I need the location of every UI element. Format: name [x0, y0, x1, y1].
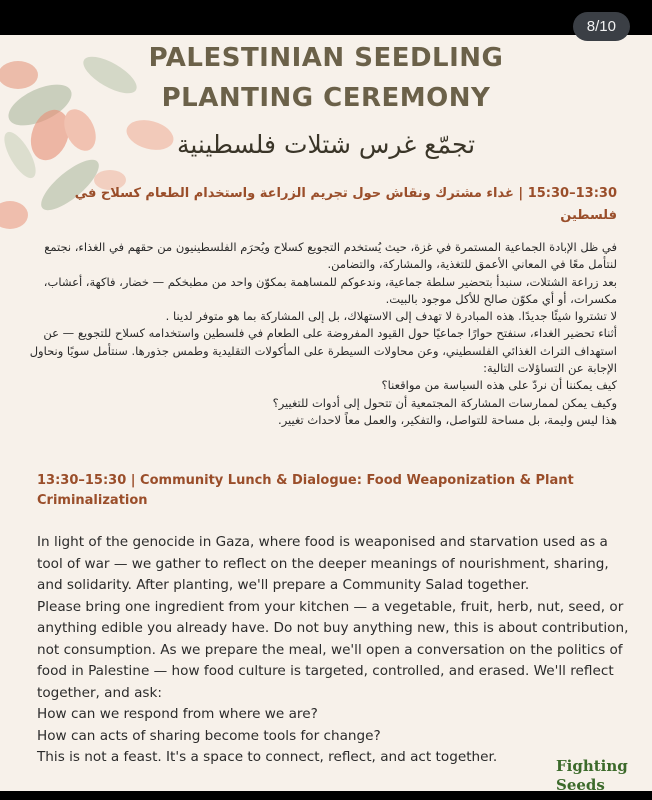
viewer-bottom-bar	[0, 791, 652, 800]
arabic-paragraph: لا تشتروا شيئًا جديدًا. هذه المبادرة لا تهدف إلى الاستهلاك، بل إلى المشاركة بما هو متوفر لدينا .	[165, 309, 617, 324]
english-paragraph: Please bring one ingredient from your kitchen — a vegetable, fruit, herb, nut, seed, or anything edible you already have. Do not buy anything new, this is about contribution, not consumption. As we prepare the meal, we'll open a conversation on the politics of food in Palestine — how food culture is targeted, controlled, and erased. We'll reflect together, and ask:	[37, 598, 629, 701]
logo-line2: Seeds	[556, 776, 605, 791]
poster-title-arabic: تجمّع غرس شتلات فلسطينية	[176, 130, 476, 159]
arabic-closing: هذا ليس وليمة، بل مساحة للتواصل، والتفكير، والعمل معاً لاحداث تغيير.	[278, 412, 617, 427]
arabic-paragraph: في ظل الإبادة الجماعية المستمرة في غزة، حيث يُستخدم التجويع كسلاح ويُحرَم الفلسطينيون من حقهم في الغذاء، نجتمع لنتأمل معًا في المعاني الأعمق للتغذية، والمشاركة، والتضامن.	[44, 240, 617, 272]
arabic-description	[27, 239, 617, 429]
english-session-heading: 13:30–15:30 | Community Lunch & Dialogue: Food Weaponization & Plant Criminalization	[37, 473, 574, 508]
arabic-question: وكيف يمكن لممارسات المشاركة المجتمعية أن تتحول إلى أدوات للتغيير؟	[272, 395, 617, 410]
english-paragraph: In light of the genocide in Gaza, where food is weaponised and starvation used as a tool of war — we gather to reflect on the deeper meanings of nourishment, sharing, and solidarity. After planting, we'll prepare a Community Salad together.	[37, 534, 609, 593]
english-question: How can we respond from where we are?	[37, 706, 318, 722]
arabic-paragraph: بعد زراعة الشتلات، سنبدأ بتحضير سلطة جماعية، وندعوكم للمساهمة بمكوّن واحد من مطبخكم — خضار، فاكهة، أعشاب، مكسرات، أو أي مكوّن صالح للأكل موجود بالبيت.	[43, 274, 617, 306]
arabic-paragraph: أثناء تحضير الغداء، سنفتح حوارًا جماعيًا حول القيود المفروضة على الطعام في فلسطين واستخدامه كسلاح للتجويع — عن استهداف التراث الغذائي الفلسطيني، وعن محاولات السيطرة على المأكولات التقليدية وطمس جذورها. سنتأمل سويًا ونحاول الإجابة عن التساؤلات التالية:	[29, 326, 617, 376]
poster-title-line2: PLANTING CEREMONY	[161, 83, 491, 113]
fighting-seeds-logo	[556, 757, 628, 791]
arabic-question: كيف يمكننا أن نردّ على هذه السياسة من مواقعنا؟	[381, 378, 617, 393]
slide-counter: 8/10	[573, 12, 630, 41]
english-description	[37, 532, 637, 769]
english-closing: This is not a feast. It's a space to connect, reflect, and act together.	[37, 749, 498, 765]
arabic-session-heading: 13:30–15:30 | غداء مشترك ونقاش حول تجريم الزراعة واستخدام الطعام كسلاح في فلسطين	[74, 186, 617, 223]
poster-title-line1: PALESTINIAN SEEDLING	[148, 43, 504, 73]
logo-line1: Fighting	[556, 757, 628, 775]
viewer-top-bar	[0, 0, 652, 35]
event-poster	[0, 35, 652, 791]
english-question: How can acts of sharing become tools for change?	[37, 727, 381, 744]
